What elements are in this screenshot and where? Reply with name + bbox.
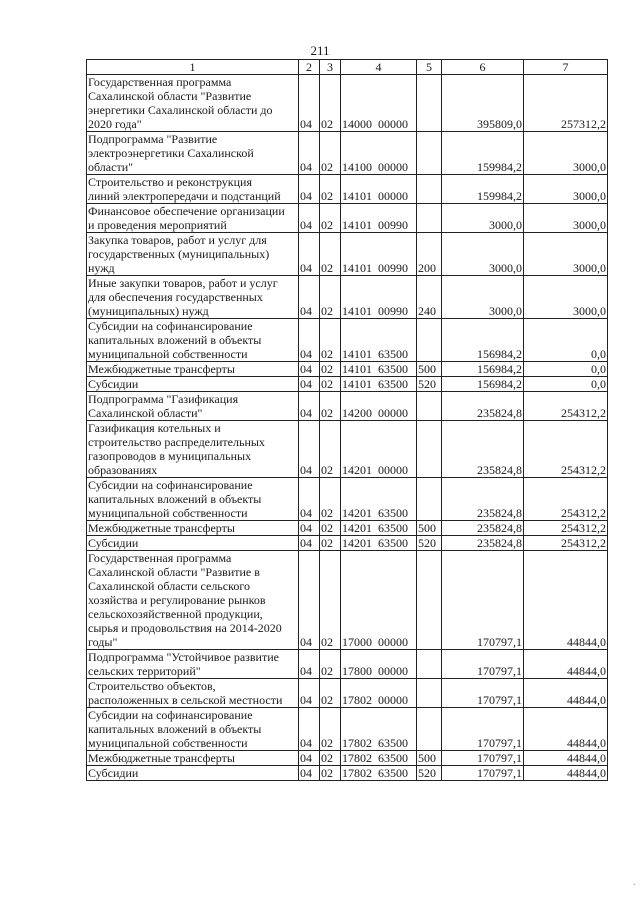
table-row: [87, 708, 608, 751]
row-name-cell: Субсидии на софинансирование капитальных вложений в объекты муниципальной собственности: [87, 478, 299, 521]
amount-year1-cell: 170797,1: [442, 650, 524, 679]
expense-type-cell: [417, 75, 442, 132]
table-row: [87, 551, 608, 650]
expense-type-cell: [417, 551, 442, 650]
target-article-cell: 14200 00000: [341, 392, 417, 421]
column-header: 6: [442, 60, 524, 75]
row-name-cell: Субсидии на софинансирование капитальных вложений в объекты муниципальной собственности: [87, 708, 299, 751]
section-code-cell: 04: [299, 751, 320, 766]
amount-year2-cell: 254312,2: [524, 478, 608, 521]
amount-year2-cell: 3000,0: [524, 233, 608, 276]
target-article-cell: 14101 00990: [341, 233, 417, 276]
column-header: 4: [341, 60, 417, 75]
amount-year2-cell: 44844,0: [524, 751, 608, 766]
amount-year1-cell: 170797,1: [442, 708, 524, 751]
amount-year2-cell: 44844,0: [524, 708, 608, 751]
amount-year2-cell: 254312,2: [524, 392, 608, 421]
amount-year1-cell: 159984,2: [442, 132, 524, 175]
row-name-cell: Межбюджетные трансферты: [87, 362, 299, 377]
target-article-cell: 17802 63500: [341, 766, 417, 781]
row-name-cell: Подпрограмма "Развитие электроэнергетики Сахалинской области": [87, 132, 299, 175]
section-code-cell: 04: [299, 362, 320, 377]
subsection-code-cell: 02: [320, 362, 341, 377]
amount-year2-cell: 254312,2: [524, 421, 608, 478]
table-row: [87, 75, 608, 132]
subsection-code-cell: 02: [320, 708, 341, 751]
subsection-code-cell: 02: [320, 421, 341, 478]
amount-year1-cell: 3000,0: [442, 276, 524, 319]
subsection-code-cell: 02: [320, 319, 341, 362]
target-article-cell: 14101 63500: [341, 319, 417, 362]
target-article-cell: 14201 00000: [341, 421, 417, 478]
section-code-cell: 04: [299, 478, 320, 521]
subsection-code-cell: 02: [320, 650, 341, 679]
subsection-code-cell: 02: [320, 276, 341, 319]
target-article-cell: 14101 00990: [341, 276, 417, 319]
column-header: 7: [524, 60, 608, 75]
table-row: [87, 679, 608, 708]
target-article-cell: 14101 00990: [341, 204, 417, 233]
target-article-cell: 14201 63500: [341, 521, 417, 536]
amount-year1-cell: 159984,2: [442, 175, 524, 204]
amount-year2-cell: 0,0: [524, 319, 608, 362]
expense-type-cell: 520: [417, 377, 442, 392]
table-row: [87, 233, 608, 276]
row-name-cell: Субсидии: [87, 536, 299, 551]
table-body: [87, 75, 608, 781]
subsection-code-cell: 02: [320, 751, 341, 766]
table-row: [87, 276, 608, 319]
subsection-code-cell: 02: [320, 377, 341, 392]
section-code-cell: 04: [299, 75, 320, 132]
section-code-cell: 04: [299, 421, 320, 478]
subsection-code-cell: 02: [320, 392, 341, 421]
target-article-cell: 14101 63500: [341, 377, 417, 392]
expense-type-cell: [417, 132, 442, 175]
expense-type-cell: [417, 319, 442, 362]
row-name-cell: Государственная программа Сахалинской области "Развитие в Сахалинской области сельского хозяйства и регулирование рынков сельскохозяйственной продукции, сырья и продовольствия на 2014-2020 годы": [87, 551, 299, 650]
budget-table: [86, 59, 608, 781]
target-article-cell: 17802 63500: [341, 751, 417, 766]
amount-year1-cell: 170797,1: [442, 766, 524, 781]
table-row: [87, 766, 608, 781]
target-article-cell: 17802 63500: [341, 708, 417, 751]
amount-year2-cell: 254312,2: [524, 521, 608, 536]
expense-type-cell: 240: [417, 276, 442, 319]
amount-year2-cell: 3000,0: [524, 204, 608, 233]
amount-year2-cell: 3000,0: [524, 175, 608, 204]
section-code-cell: 04: [299, 276, 320, 319]
table-row: [87, 204, 608, 233]
target-article-cell: 17802 00000: [341, 679, 417, 708]
table-row: [87, 650, 608, 679]
section-code-cell: 04: [299, 319, 320, 362]
target-article-cell: 14201 63500: [341, 536, 417, 551]
amount-year2-cell: 44844,0: [524, 766, 608, 781]
amount-year1-cell: 395809,0: [442, 75, 524, 132]
expense-type-cell: [417, 175, 442, 204]
section-code-cell: 04: [299, 175, 320, 204]
amount-year1-cell: 235824,8: [442, 478, 524, 521]
expense-type-cell: [417, 650, 442, 679]
section-code-cell: 04: [299, 392, 320, 421]
section-code-cell: 04: [299, 377, 320, 392]
amount-year1-cell: 156984,2: [442, 319, 524, 362]
section-code-cell: 04: [299, 679, 320, 708]
section-code-cell: 04: [299, 650, 320, 679]
section-code-cell: 04: [299, 708, 320, 751]
subsection-code-cell: 02: [320, 233, 341, 276]
amount-year2-cell: 44844,0: [524, 551, 608, 650]
target-article-cell: 14000 00000: [341, 75, 417, 132]
expense-type-cell: 520: [417, 536, 442, 551]
scan-mark: ·: [632, 880, 636, 891]
row-name-cell: Субсидии на софинансирование капитальных вложений в объекты муниципальной собственности: [87, 319, 299, 362]
section-code-cell: 04: [299, 204, 320, 233]
target-article-cell: 14101 63500: [341, 362, 417, 377]
subsection-code-cell: 02: [320, 766, 341, 781]
table-row: [87, 319, 608, 362]
expense-type-cell: 520: [417, 766, 442, 781]
section-code-cell: 04: [299, 132, 320, 175]
section-code-cell: 04: [299, 233, 320, 276]
table-row: [87, 132, 608, 175]
expense-type-cell: [417, 204, 442, 233]
subsection-code-cell: 02: [320, 75, 341, 132]
amount-year2-cell: 3000,0: [524, 132, 608, 175]
amount-year2-cell: 0,0: [524, 362, 608, 377]
amount-year1-cell: 235824,8: [442, 392, 524, 421]
amount-year1-cell: 156984,2: [442, 362, 524, 377]
subsection-code-cell: 02: [320, 551, 341, 650]
row-name-cell: Закупка товаров, работ и услуг для государственных (муниципальных) нужд: [87, 233, 299, 276]
amount-year2-cell: 44844,0: [524, 679, 608, 708]
amount-year1-cell: 170797,1: [442, 551, 524, 650]
expense-type-cell: [417, 478, 442, 521]
amount-year1-cell: 156984,2: [442, 377, 524, 392]
expense-type-cell: [417, 708, 442, 751]
subsection-code-cell: 02: [320, 536, 341, 551]
expense-type-cell: [417, 679, 442, 708]
amount-year2-cell: 254312,2: [524, 536, 608, 551]
target-article-cell: 17000 00000: [341, 551, 417, 650]
target-article-cell: 14201 63500: [341, 478, 417, 521]
subsection-code-cell: 02: [320, 679, 341, 708]
column-header: 2: [299, 60, 320, 75]
subsection-code-cell: 02: [320, 175, 341, 204]
amount-year2-cell: 257312,2: [524, 75, 608, 132]
amount-year1-cell: 235824,8: [442, 521, 524, 536]
table-row: [87, 751, 608, 766]
row-name-cell: Иные закупки товаров, работ и услуг для обеспечения государственных (муниципальных) нужд: [87, 276, 299, 319]
row-name-cell: Подпрограмма "Устойчивое развитие сельских территорий": [87, 650, 299, 679]
amount-year2-cell: 3000,0: [524, 276, 608, 319]
column-header: 3: [320, 60, 341, 75]
row-name-cell: Строительство и реконструкция линий электропередачи и подстанций: [87, 175, 299, 204]
table-row: [87, 392, 608, 421]
expense-type-cell: 500: [417, 362, 442, 377]
section-code-cell: 04: [299, 521, 320, 536]
row-name-cell: Газификация котельных и строительство распределительных газопроводов в муниципальных образованиях: [87, 421, 299, 478]
subsection-code-cell: 02: [320, 478, 341, 521]
expense-type-cell: 200: [417, 233, 442, 276]
table-row: [87, 536, 608, 551]
amount-year2-cell: 44844,0: [524, 650, 608, 679]
amount-year1-cell: 170797,1: [442, 679, 524, 708]
table-row: [87, 521, 608, 536]
row-name-cell: Государственная программа Сахалинской области "Развитие энергетики Сахалинской области до 2020 года": [87, 75, 299, 132]
row-name-cell: Межбюджетные трансферты: [87, 751, 299, 766]
row-name-cell: Строительство объектов, расположенных в сельской местности: [87, 679, 299, 708]
row-name-cell: Субсидии: [87, 377, 299, 392]
header-row: [87, 60, 608, 75]
amount-year1-cell: 235824,8: [442, 536, 524, 551]
expense-type-cell: 500: [417, 751, 442, 766]
amount-year1-cell: 235824,8: [442, 421, 524, 478]
expense-type-cell: 500: [417, 521, 442, 536]
table-row: [87, 362, 608, 377]
target-article-cell: 14100 00000: [341, 132, 417, 175]
table-row: [87, 377, 608, 392]
column-header: 5: [417, 60, 442, 75]
target-article-cell: 14101 00000: [341, 175, 417, 204]
column-header: 1: [87, 60, 299, 75]
amount-year1-cell: 3000,0: [442, 233, 524, 276]
expense-type-cell: [417, 392, 442, 421]
expense-type-cell: [417, 421, 442, 478]
page-number: 211: [310, 43, 330, 58]
amount-year1-cell: 170797,1: [442, 751, 524, 766]
row-name-cell: Финансовое обеспечение организации и проведения мероприятий: [87, 204, 299, 233]
amount-year2-cell: 0,0: [524, 377, 608, 392]
section-code-cell: 04: [299, 536, 320, 551]
row-name-cell: Субсидии: [87, 766, 299, 781]
row-name-cell: Межбюджетные трансферты: [87, 521, 299, 536]
table-row: [87, 175, 608, 204]
section-code-cell: 04: [299, 551, 320, 650]
table-row: [87, 478, 608, 521]
table-row: [87, 421, 608, 478]
amount-year1-cell: 3000,0: [442, 204, 524, 233]
section-code-cell: 04: [299, 766, 320, 781]
row-name-cell: Подпрограмма "Газификация Сахалинской области": [87, 392, 299, 421]
subsection-code-cell: 02: [320, 204, 341, 233]
target-article-cell: 17800 00000: [341, 650, 417, 679]
subsection-code-cell: 02: [320, 132, 341, 175]
subsection-code-cell: 02: [320, 521, 341, 536]
